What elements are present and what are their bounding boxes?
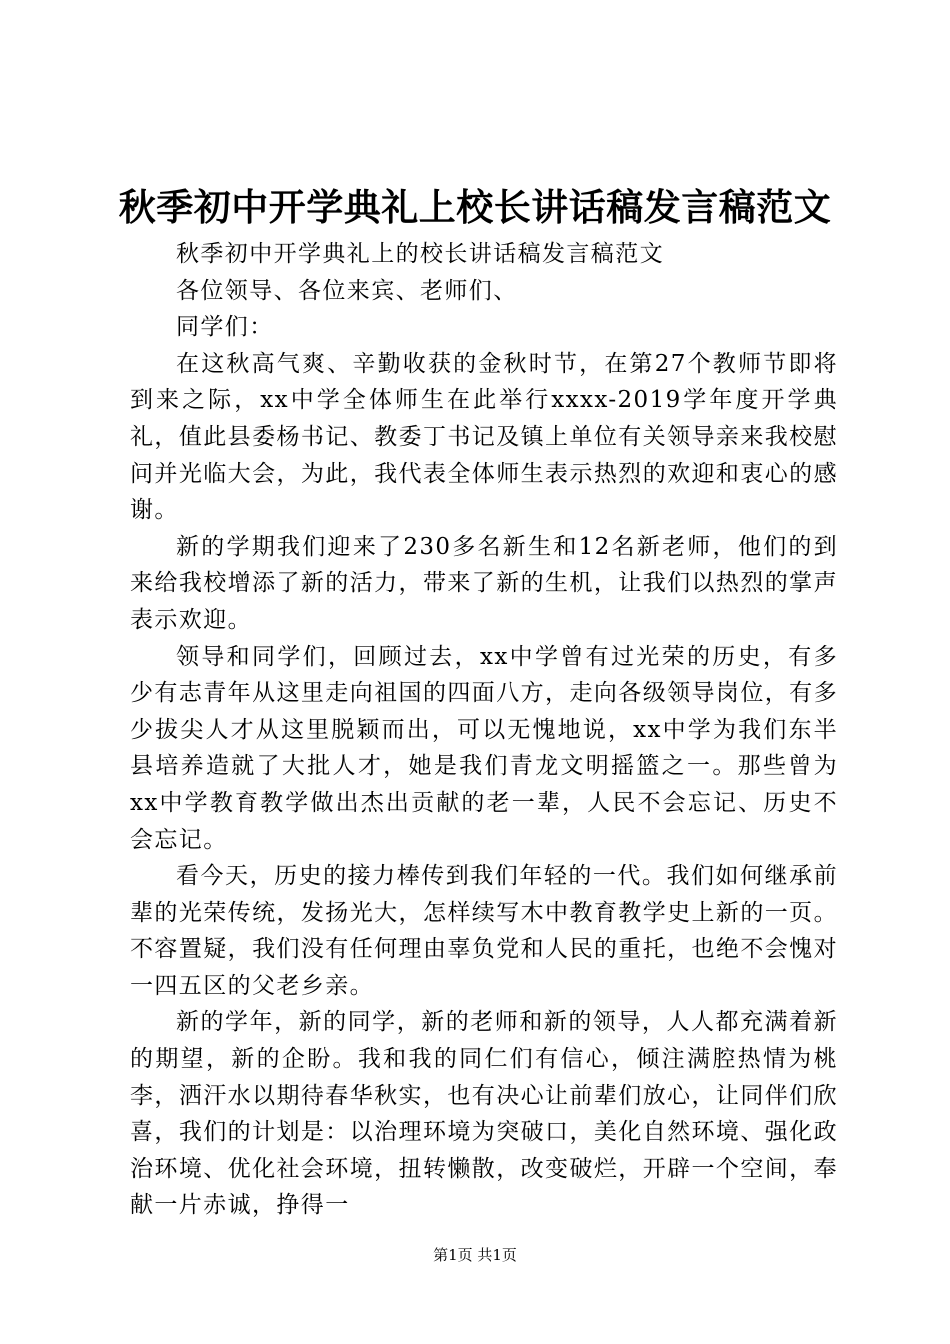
document-title: 秋季初中开学典礼上校长讲话稿发言稿范文 — [118, 186, 832, 229]
paragraph: 看今天，历史的接力棒传到我们年轻的一代。我们如何继承前辈的光荣传统，发扬光大，怎样续写木中教育教学史上新的一页。不容置疑，我们没有任何理由辜负党和人民的重托，也绝不会愧对一四五区的父老乡亲。 — [130, 863, 838, 999]
paragraph-salutation: 各位领导、各位来宾、老师们、 — [176, 277, 518, 304]
paragraph: 新的学期我们迎来了230多名新生和12名新老师，他们的到来给我校增添了新的活力，带来了新的生机，让我们以热烈的掌声表示欢迎。 — [130, 533, 838, 633]
page-number-footer: 第1页 共1页 — [433, 1246, 517, 1264]
document-body — [130, 236, 838, 1224]
paragraph: 在这秋高气爽、辛勤收获的金秋时节，在第27个教师节即将到来之际，xx中学全体师生在此举行xxxx-2019学年度开学典礼，值此县委杨书记、教委丁书记及镇上单位有关领导亲来我校慰问并光临大会，为此，我代表全体师生表示热烈的欢迎和衷心的感谢。 — [130, 350, 838, 524]
paragraph: 领导和同学们，回顾过去，xx中学曾有过光荣的历史，有多少有志青年从这里走向祖国的四面八方，走向各级领导岗位，有多少拔尖人才从这里脱颖而出，可以无愧地说，xx中学为我们东半县培养造就了大批人才，她是我们青龙文明摇篮之一。那些曾为xx中学教育教学做出杰出贡献的老一辈，人民不会忘记、历史不会忘记。 — [130, 643, 838, 853]
paragraph: 新的学年，新的同学，新的老师和新的领导，人人都充满着新的期望，新的企盼。我和我的同仁们有信心，倾注满腔热情为桃李，洒汗水以期待春华秋实，也有决心让前辈们放心，让同伴们欣喜，我们的计划是：以治理环境为突破口，美化自然环境、强化政治环境、优化社会环境，扭转懒散，改变破烂，开辟一个空间，奉献一片赤诚，挣得一 — [130, 1009, 838, 1219]
paragraph-subtitle: 秋季初中开学典礼上的校长讲话稿发言稿范文 — [176, 241, 664, 267]
paragraph-salutation-students: 同学们： — [176, 314, 274, 341]
